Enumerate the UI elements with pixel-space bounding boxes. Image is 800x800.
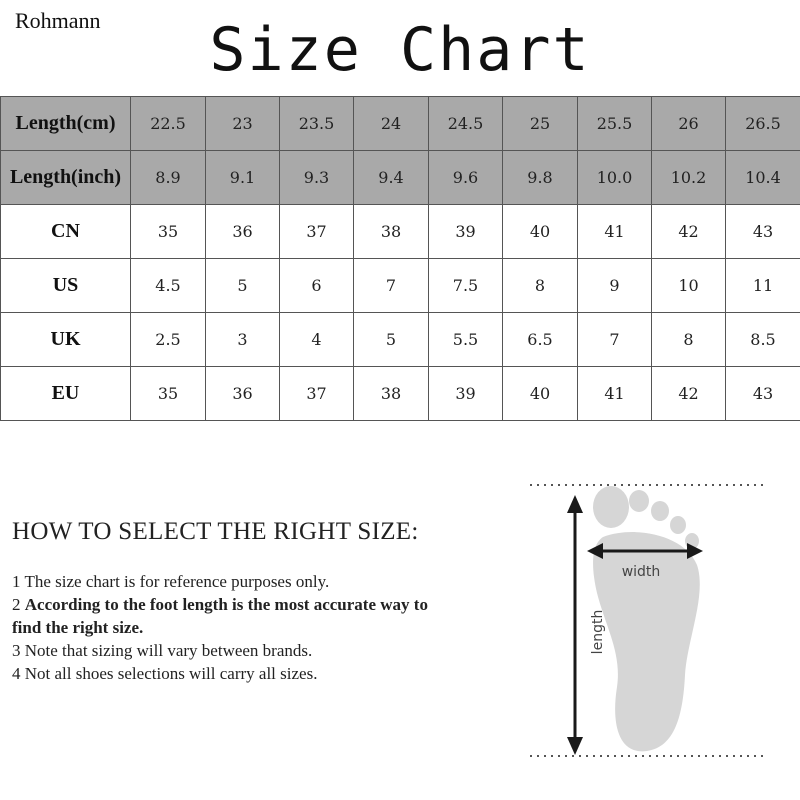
table-cell: 38 (354, 205, 429, 259)
row-header: Length(cm) (1, 97, 131, 151)
table-cell: 41 (578, 205, 652, 259)
brand-name: Rohmann (15, 8, 101, 33)
table-cell: 10 (652, 259, 726, 313)
table-cell: 10.2 (652, 151, 726, 205)
table-cell: 26.5 (726, 97, 800, 151)
table-cell: 25.5 (578, 97, 652, 151)
tip-item: 4 Not all shoes selections will carry all sizes. (12, 664, 318, 683)
table-cell: 3 (206, 313, 280, 367)
width-label: width (621, 564, 661, 580)
table-cell: 41 (578, 367, 652, 421)
foot-measure-diagram (525, 475, 775, 775)
page-title: Size Chart (209, 15, 591, 85)
table-cell: 9.1 (206, 151, 280, 205)
table-cell: 5 (206, 259, 280, 313)
table-cell: 7 (354, 259, 429, 313)
row-header: US (1, 259, 131, 313)
table-cell: 35 (131, 205, 206, 259)
table-row (1, 151, 800, 205)
tips-list (12, 570, 432, 685)
table-cell: 36 (206, 367, 280, 421)
table-cell: 6 (280, 259, 354, 313)
table-cell: 9.6 (429, 151, 503, 205)
table-cell: 22.5 (131, 97, 206, 151)
length-label: length (590, 609, 606, 655)
table-cell: 4 (280, 313, 354, 367)
table-cell: 25 (503, 97, 578, 151)
row-header: EU (1, 367, 131, 421)
row-header: CN (1, 205, 131, 259)
howto-title: HOW TO SELECT THE RIGHT SIZE: (12, 518, 419, 545)
table-cell: 9.8 (503, 151, 578, 205)
table-cell: 43 (726, 367, 800, 421)
table-cell: 24 (354, 97, 429, 151)
row-header: Length(inch) (1, 151, 131, 205)
table-cell: 40 (503, 367, 578, 421)
table-cell: 10.0 (578, 151, 652, 205)
table-cell: 5.5 (429, 313, 503, 367)
table-cell: 37 (280, 367, 354, 421)
table-cell: 39 (429, 367, 503, 421)
table-cell: 38 (354, 367, 429, 421)
table-row (1, 97, 800, 151)
table-row (1, 313, 800, 367)
table-cell: 8 (503, 259, 578, 313)
table-cell: 5 (354, 313, 429, 367)
table-cell: 8.9 (131, 151, 206, 205)
table-cell: 8 (652, 313, 726, 367)
table-row (1, 205, 800, 259)
table-cell: 23.5 (280, 97, 354, 151)
table-cell: 36 (206, 205, 280, 259)
table-cell: 9 (578, 259, 652, 313)
size-chart-table (0, 96, 800, 421)
length-arrow-head-bottom (567, 737, 583, 755)
tip-item: 1 The size chart is for reference purposes only. (12, 572, 330, 591)
table-cell: 10.4 (726, 151, 800, 205)
table-cell: 6.5 (503, 313, 578, 367)
table-cell: 2.5 (131, 313, 206, 367)
tip-item: 3 Note that sizing will vary between brands. (12, 641, 313, 660)
table-cell: 4.5 (131, 259, 206, 313)
row-header: UK (1, 313, 131, 367)
table-cell: 42 (652, 205, 726, 259)
table-cell: 7.5 (429, 259, 503, 313)
table-cell: 11 (726, 259, 800, 313)
table-row (1, 259, 800, 313)
table-cell: 35 (131, 367, 206, 421)
table-cell: 9.3 (280, 151, 354, 205)
table-cell: 39 (429, 205, 503, 259)
table-cell: 37 (280, 205, 354, 259)
table-cell: 42 (652, 367, 726, 421)
table-cell: 23 (206, 97, 280, 151)
length-arrow-head-top (567, 495, 583, 513)
tip-item: 2 According to the foot length is the most accurate way to find the right size. (12, 595, 428, 637)
table-cell: 7 (578, 313, 652, 367)
table-cell: 24.5 (429, 97, 503, 151)
table-cell: 26 (652, 97, 726, 151)
foot-icon (593, 486, 700, 751)
table-row (1, 367, 800, 421)
table-cell: 43 (726, 205, 800, 259)
table-cell: 40 (503, 205, 578, 259)
table-cell: 9.4 (354, 151, 429, 205)
table-cell: 8.5 (726, 313, 800, 367)
